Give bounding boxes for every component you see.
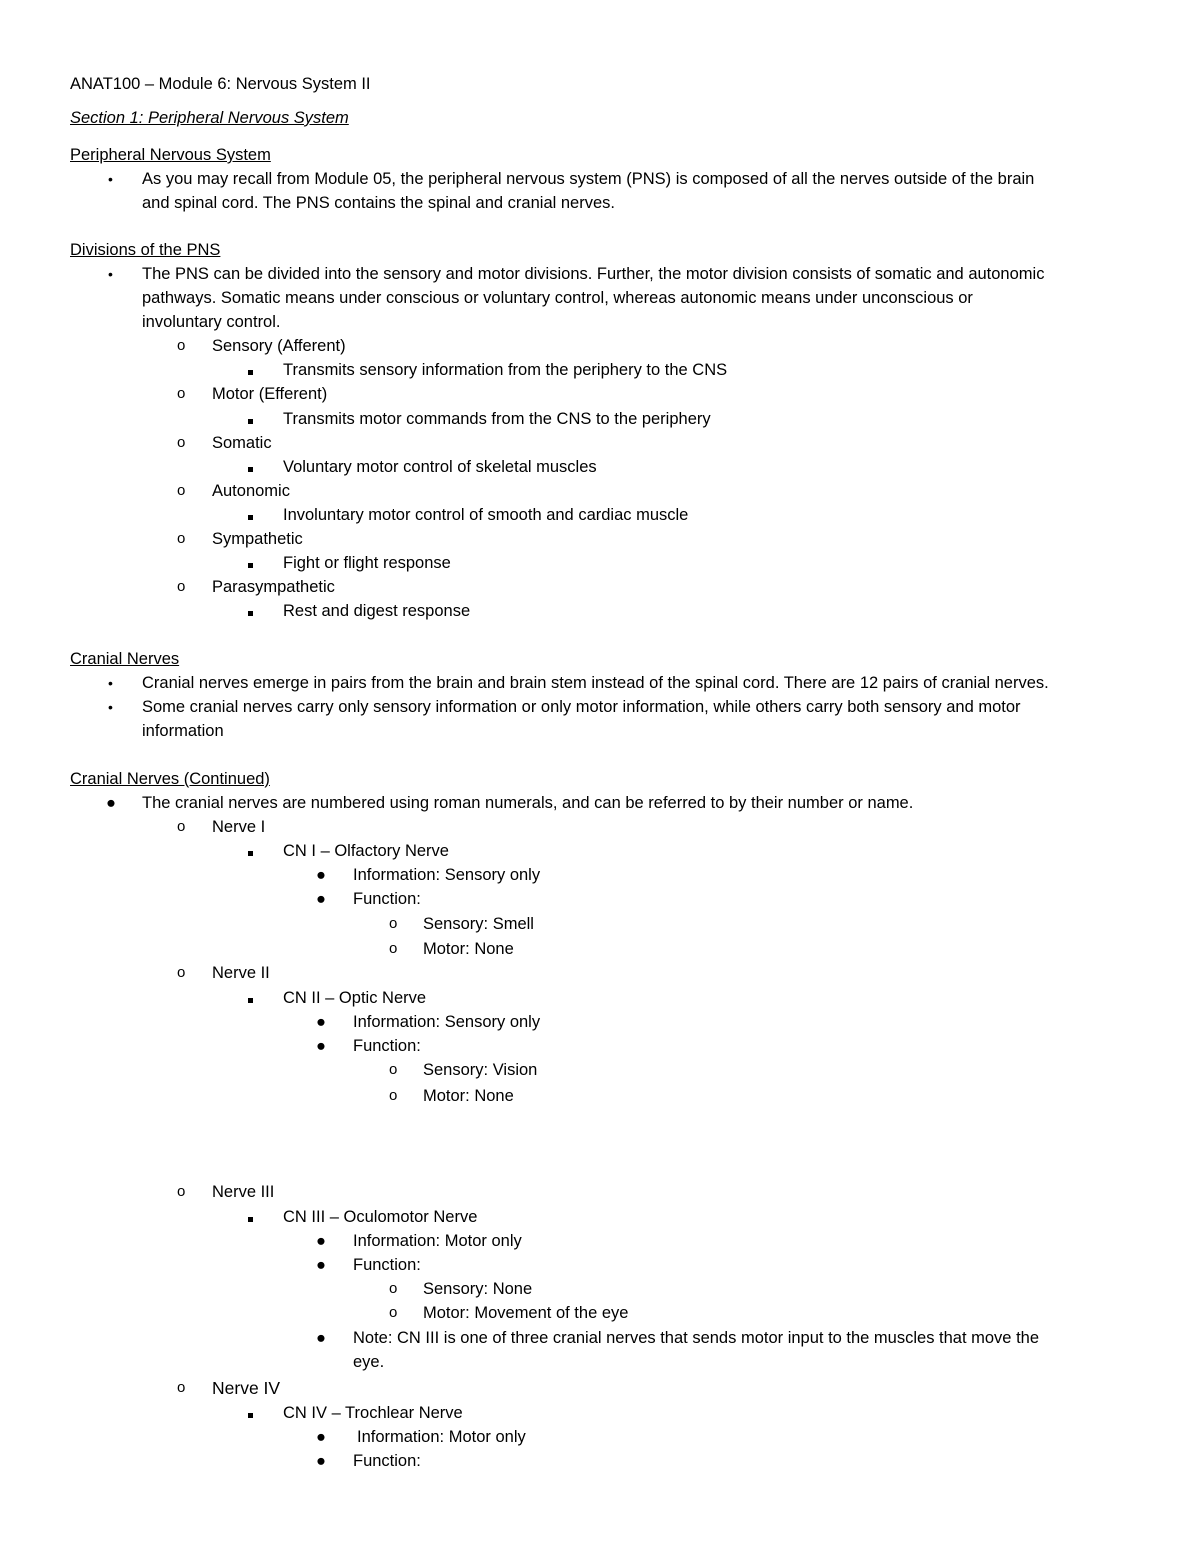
cranial-text-line: Some cranial nerves carry only sensory information or only motor information, while others carry both sensory and motor [142, 698, 1021, 716]
nerve-function: Function: [353, 890, 421, 908]
circle-bullet-icon: o [177, 530, 186, 547]
cranial-text-line: Cranial nerves emerge in pairs from the brain and brain stem instead of the spinal cord. There are 12 pairs of cranial nerves. [142, 674, 1049, 692]
division-detail: Involuntary motor control of smooth and cardiac muscle [283, 506, 689, 524]
bullet-icon: ● [316, 1013, 326, 1031]
bullet-icon: ● [316, 1232, 326, 1250]
square-bullet-icon [248, 457, 253, 477]
nerve-name: CN IV – Trochlear Nerve [283, 1404, 463, 1422]
division-label: Somatic [212, 434, 272, 452]
nerve-function: Function: [353, 1256, 421, 1274]
nerve-name: CN II – Optic Nerve [283, 989, 427, 1007]
nerve-function: Function: [353, 1037, 421, 1055]
cranial-cont-text: The cranial nerves are numbered using roman numerals, and can be referred to by their number or name. [142, 794, 914, 812]
heading-pns: Peripheral Nervous System [70, 146, 271, 164]
nerve-label: Nerve IV [212, 1378, 281, 1398]
circle-bullet-icon: o [177, 434, 186, 451]
circle-bullet-icon: o [177, 578, 186, 595]
nerve-info: Information: Motor only [353, 1232, 522, 1250]
division-label: Motor (Efferent) [212, 385, 328, 403]
division-label: Parasympathetic [212, 578, 335, 596]
nerve-sensory: Sensory: None [423, 1280, 533, 1298]
nerve-motor: Motor: None [423, 940, 514, 958]
section-title: Section 1: Peripheral Nervous System [70, 109, 349, 127]
nerve-name: CN I – Olfactory Nerve [283, 842, 449, 860]
division-detail: Transmits motor commands from the CNS to the periphery [283, 410, 711, 428]
square-bullet-icon [248, 1403, 253, 1423]
circle-bullet-icon: o [389, 1061, 398, 1078]
circle-bullet-icon: o [389, 915, 398, 932]
square-bullet-icon [248, 1207, 253, 1227]
pns-text-line: and spinal cord. The PNS contains the spinal and cranial nerves. [142, 194, 615, 212]
document-title: ANAT100 – Module 6: Nervous System II [70, 75, 371, 93]
square-bullet-icon [248, 988, 253, 1008]
nerve-label: Nerve I [212, 818, 266, 836]
nerve-note: Note: CN III is one of three cranial nerves that sends motor input to the muscles that move the [353, 1329, 1040, 1347]
division-detail: Voluntary motor control of skeletal muscles [283, 458, 597, 476]
bullet-icon: ● [316, 1428, 326, 1446]
division-label: Sensory (Afferent) [212, 337, 346, 355]
division-detail: Transmits sensory information from the periphery to the CNS [283, 361, 728, 379]
circle-bullet-icon: o [177, 482, 186, 499]
nerve-info: Information: Sensory only [353, 1013, 541, 1031]
circle-bullet-icon: o [389, 1304, 398, 1321]
division-detail: Fight or flight response [283, 554, 451, 572]
bullet-icon: • [108, 171, 113, 187]
nerve-note: eye. [353, 1353, 385, 1371]
division-detail: Rest and digest response [283, 602, 471, 620]
pns-text-line: As you may recall from Module 05, the peripheral nervous system (PNS) is composed of all the nerves outside of the brain [142, 170, 1035, 188]
nerve-info: Information: Motor only [357, 1428, 526, 1446]
square-bullet-icon [248, 360, 253, 380]
circle-bullet-icon: o [389, 940, 398, 957]
bullet-icon: ● [316, 1452, 326, 1470]
square-bullet-icon [248, 601, 253, 621]
heading-divisions: Divisions of the PNS [70, 241, 221, 259]
circle-bullet-icon: o [389, 1087, 398, 1104]
heading-cranial-continued: Cranial Nerves (Continued) [70, 770, 270, 788]
square-bullet-icon [248, 505, 253, 525]
nerve-name: CN III – Oculomotor Nerve [283, 1208, 478, 1226]
square-bullet-icon [248, 553, 253, 573]
divisions-text-line: involuntary control. [142, 313, 281, 331]
circle-bullet-icon: o [389, 1280, 398, 1297]
heading-cranial-nerves: Cranial Nerves [70, 650, 180, 668]
circle-bullet-icon: o [177, 385, 186, 402]
division-label: Sympathetic [212, 530, 303, 548]
bullet-icon: • [108, 675, 113, 691]
bullet-icon: ● [106, 794, 116, 812]
circle-bullet-icon: o [177, 964, 186, 981]
nerve-sensory: Sensory: Smell [423, 915, 534, 933]
divisions-text-line: pathways. Somatic means under conscious or voluntary control, whereas autonomic means under unconscious or [142, 289, 973, 307]
circle-bullet-icon: o [177, 337, 186, 354]
bullet-icon: ● [316, 1037, 326, 1055]
nerve-label: Nerve II [212, 964, 270, 982]
bullet-icon: ● [316, 890, 326, 908]
nerve-motor: Motor: None [423, 1087, 514, 1105]
bullet-icon: ● [316, 1256, 326, 1274]
bullet-icon: ● [316, 866, 326, 884]
bullet-icon: • [108, 266, 113, 282]
nerve-info: Information: Sensory only [353, 866, 541, 884]
circle-bullet-icon: o [177, 1183, 186, 1200]
nerve-label: Nerve III [212, 1183, 275, 1201]
circle-bullet-icon: o [177, 818, 186, 835]
cranial-text-line: information [142, 722, 224, 740]
circle-bullet-icon: o [177, 1379, 186, 1396]
nerve-sensory: Sensory: Vision [423, 1061, 538, 1079]
square-bullet-icon [248, 409, 253, 429]
square-bullet-icon [248, 841, 253, 861]
division-label: Autonomic [212, 482, 290, 500]
divisions-text-line: The PNS can be divided into the sensory and motor divisions. Further, the motor division consists of somatic and autonomic [142, 265, 1045, 283]
nerve-motor: Motor: Movement of the eye [423, 1304, 629, 1322]
nerve-function: Function: [353, 1452, 421, 1470]
bullet-icon: • [108, 699, 113, 715]
bullet-icon: ● [316, 1329, 326, 1347]
